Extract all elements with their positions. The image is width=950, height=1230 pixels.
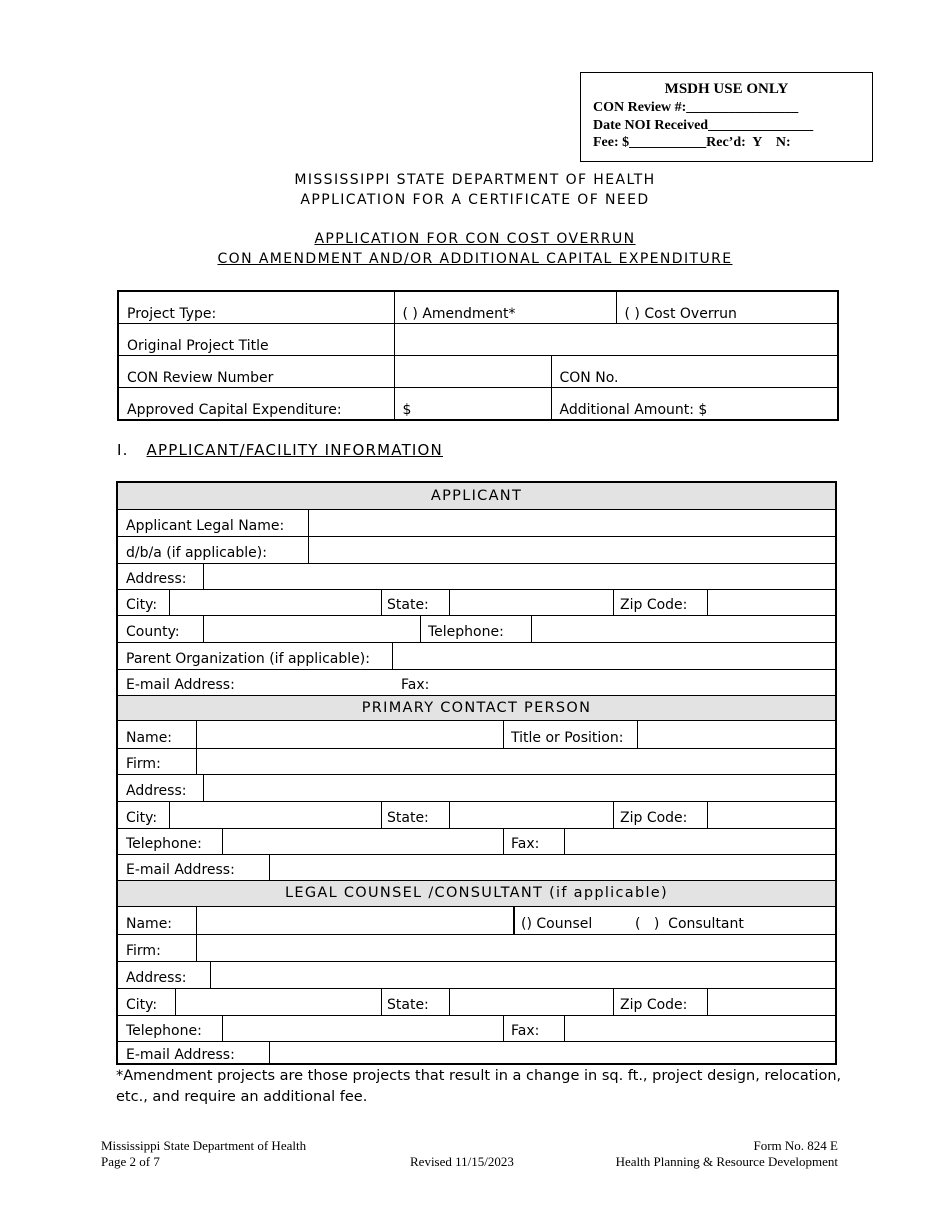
divider xyxy=(210,962,211,988)
counsel-checkbox[interactable]: () Counsel xyxy=(521,916,593,932)
divider xyxy=(449,802,450,828)
additional-amount-field[interactable]: Additional Amount: $ xyxy=(551,388,838,421)
footer-left xyxy=(101,1138,306,1170)
divider xyxy=(381,802,382,828)
divider xyxy=(564,1016,565,1041)
counsel-address-row[interactable] xyxy=(118,962,835,989)
divider xyxy=(169,802,170,828)
footer-right xyxy=(616,1138,838,1170)
firm-label: Firm: xyxy=(126,756,161,772)
applicant-info-grid xyxy=(116,481,837,1065)
con-review-field: CON Review #:________________ xyxy=(593,100,799,115)
divider xyxy=(169,590,170,615)
consultant-checkbox[interactable]: ( ) Consultant xyxy=(635,916,744,932)
dba-row[interactable] xyxy=(118,537,835,564)
divider xyxy=(637,721,638,748)
state-label: State: xyxy=(387,597,429,613)
address-label: Address: xyxy=(126,783,187,799)
telephone-label: Telephone: xyxy=(126,1023,202,1039)
amendment-checkbox[interactable]: ( ) Amendment* xyxy=(394,291,616,324)
divider xyxy=(381,989,382,1015)
divider xyxy=(449,989,450,1015)
city-label: City: xyxy=(126,997,158,1013)
divider xyxy=(381,590,382,615)
footer-form: Form No. 824 E xyxy=(753,1138,838,1153)
header-line-4: CON AMENDMENT AND/OR ADDITIONAL CAPITAL EXPENDITURE xyxy=(217,251,733,267)
date-noi-field: Date NOI Received_______________ xyxy=(593,118,814,133)
contact-email-row[interactable] xyxy=(118,855,835,881)
original-title-input[interactable] xyxy=(394,324,838,356)
review-number-label: CON Review Number xyxy=(118,356,394,388)
fax-label: Fax: xyxy=(401,677,430,693)
review-number-input[interactable] xyxy=(394,356,551,388)
divider xyxy=(564,829,565,854)
footer-org: Mississippi State Department of Health xyxy=(101,1138,307,1153)
project-type-label: Project Type: xyxy=(118,291,394,324)
header-line-1: MISSISSIPPI STATE DEPARTMENT OF HEALTH xyxy=(294,172,656,188)
city-label: City: xyxy=(126,810,158,826)
divider xyxy=(513,907,515,934)
counsel-name-row[interactable] xyxy=(118,907,835,935)
section-heading xyxy=(117,441,443,459)
title-position-label: Title or Position: xyxy=(511,730,624,746)
fee-field: Fee: $___________Rec’d: Y N: xyxy=(593,135,791,150)
counsel-city-row[interactable] xyxy=(118,989,835,1016)
divider xyxy=(203,564,204,589)
counsel-telephone-row[interactable] xyxy=(118,1016,835,1042)
footer-revised: Revised 11/15/2023 xyxy=(410,1154,514,1169)
applicant-email-row[interactable] xyxy=(118,670,835,696)
contact-firm-row[interactable] xyxy=(118,749,835,775)
cost-overrun-checkbox[interactable]: ( ) Cost Overrun xyxy=(616,291,838,324)
divider xyxy=(613,802,614,828)
divider xyxy=(613,989,614,1015)
divider xyxy=(449,590,450,615)
address-label: Address: xyxy=(126,970,187,986)
fax-label: Fax: xyxy=(511,836,540,852)
divider xyxy=(420,616,421,642)
footer-page: Page 2 of 7 xyxy=(101,1154,160,1169)
legal-counsel-band: LEGAL COUNSEL /CONSULTANT (if applicable) xyxy=(118,881,835,907)
counsel-firm-row[interactable] xyxy=(118,935,835,962)
section-title: APPLICANT/FACILITY INFORMATION xyxy=(146,441,443,459)
divider xyxy=(222,829,223,854)
divider xyxy=(308,510,309,536)
zip-label: Zip Code: xyxy=(620,597,688,613)
divider xyxy=(707,590,708,615)
applicant-address-row[interactable] xyxy=(118,564,835,590)
contact-telephone-row[interactable] xyxy=(118,829,835,855)
state-label: State: xyxy=(387,810,429,826)
header-line-2: APPLICATION FOR A CERTIFICATE OF NEED xyxy=(300,192,650,208)
divider xyxy=(222,1016,223,1041)
msdh-box-title: MSDH USE ONLY xyxy=(664,81,789,97)
primary-contact-band: PRIMARY CONTACT PERSON xyxy=(118,696,835,721)
legal-name-label: Applicant Legal Name: xyxy=(126,518,285,534)
firm-label: Firm: xyxy=(126,943,161,959)
divider xyxy=(392,643,393,669)
con-no-label[interactable]: CON No. xyxy=(551,356,838,388)
email-label: E-mail Address: xyxy=(126,862,235,878)
counsel-email-row[interactable] xyxy=(118,1042,835,1063)
divider xyxy=(196,721,197,748)
msdh-use-only-box xyxy=(580,72,873,162)
divider xyxy=(707,989,708,1015)
address-label: Address: xyxy=(126,571,187,587)
contact-address-row[interactable] xyxy=(118,775,835,802)
capex-input[interactable]: $ xyxy=(394,388,551,421)
divider xyxy=(707,802,708,828)
county-label: County: xyxy=(126,624,180,640)
email-label: E-mail Address: xyxy=(126,1047,235,1063)
divider xyxy=(203,616,204,642)
fax-label: Fax: xyxy=(511,1023,540,1039)
divider xyxy=(196,907,197,934)
divider xyxy=(203,775,204,801)
amendment-footnote: *Amendment projects are those projects that result in a change in sq. ft., project design, relocation, etc., and require an additional fee. xyxy=(116,1068,842,1105)
capex-row xyxy=(118,388,838,421)
telephone-label: Telephone: xyxy=(428,624,504,640)
zip-label: Zip Code: xyxy=(620,810,688,826)
contact-name-row[interactable] xyxy=(118,721,835,749)
email-label: E-mail Address: xyxy=(126,677,235,693)
project-info-table xyxy=(117,290,839,421)
divider xyxy=(503,829,504,854)
city-label: City: xyxy=(126,597,158,613)
county-row[interactable] xyxy=(118,616,835,643)
contact-city-row[interactable] xyxy=(118,802,835,829)
zip-label: Zip Code: xyxy=(620,997,688,1013)
divider xyxy=(175,989,176,1015)
state-label: State: xyxy=(387,997,429,1013)
divider xyxy=(503,1016,504,1041)
project-type-row xyxy=(118,291,838,324)
divider xyxy=(613,590,614,615)
divider xyxy=(308,537,309,563)
capex-label: Approved Capital Expenditure: xyxy=(118,388,394,421)
divider xyxy=(196,749,197,774)
name-label: Name: xyxy=(126,916,173,932)
divider xyxy=(531,616,532,642)
section-number: I. xyxy=(117,441,129,459)
header-line-3: APPLICATION FOR CON COST OVERRUN xyxy=(314,231,636,247)
divider xyxy=(269,1042,270,1063)
original-title-label: Original Project Title xyxy=(118,324,394,356)
original-title-row xyxy=(118,324,838,356)
telephone-label: Telephone: xyxy=(126,836,202,852)
parent-org-row[interactable] xyxy=(118,643,835,670)
applicant-city-row[interactable] xyxy=(118,590,835,616)
parent-org-label: Parent Organization (if applicable): xyxy=(126,651,370,667)
dba-label: d/b/a (if applicable): xyxy=(126,545,267,561)
divider xyxy=(196,935,197,961)
legal-name-row[interactable] xyxy=(118,510,835,537)
name-label: Name: xyxy=(126,730,173,746)
divider xyxy=(269,855,270,880)
review-number-row xyxy=(118,356,838,388)
footer-dept: Health Planning & Resource Development xyxy=(615,1154,838,1169)
applicant-band: APPLICANT xyxy=(118,483,835,510)
divider xyxy=(503,721,504,748)
